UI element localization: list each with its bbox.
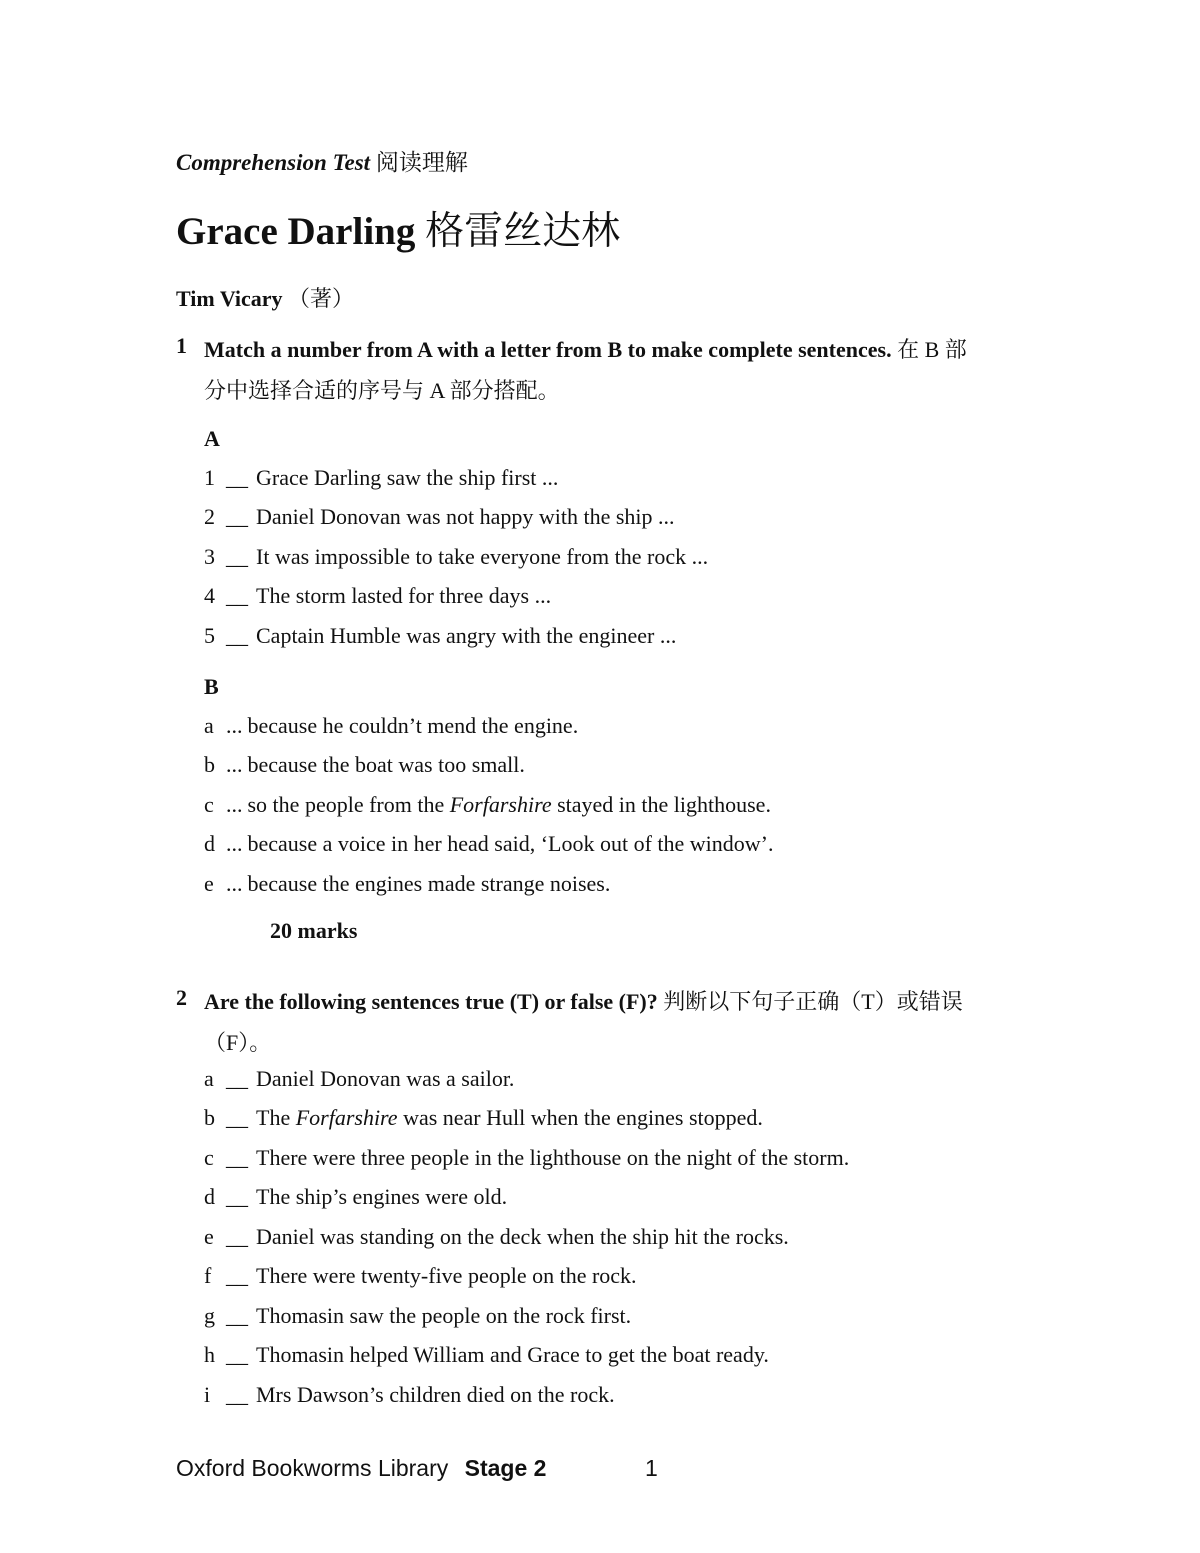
answer-blank[interactable]: __ [226,1303,248,1328]
title-chinese: 格雷丝达林 [425,210,621,253]
true-false-item [204,1263,637,1289]
question-2-instruction-en: Are the following sentences true (T) or false (F)? [204,989,658,1014]
item-label: e [204,871,214,896]
true-false-item [204,1224,789,1250]
item-text-before: The [256,1105,291,1130]
answer-blank[interactable]: __ [226,623,248,648]
item-label: 5 [204,623,215,648]
ship-name: Forfarshire [295,1105,398,1130]
answer-blank[interactable]: __ [226,1263,248,1288]
question-2-instruction [204,985,963,1016]
item-label: a [204,1066,214,1091]
true-false-item [204,1066,514,1092]
true-false-item [204,1342,769,1368]
kicker-chinese: 阅读理解 [375,150,468,175]
part-b-item [204,831,774,857]
item-label: i [204,1382,211,1407]
item-text: because the engines made strange noises. [247,871,611,896]
ship-name: Forfarshire [449,792,552,817]
item-text: because he couldn’t mend the engine. [247,713,579,738]
part-a-item [204,583,551,609]
item-label: d [204,831,215,856]
item-label: h [204,1342,215,1367]
part-a-item [204,504,675,530]
test-kicker [176,144,468,177]
ellipsis-connector: ... [226,752,243,777]
footer-stage: Stage 2 [464,1455,547,1481]
part-b-item [204,752,525,778]
true-false-item [204,1382,615,1408]
page-number: 1 [645,1455,658,1481]
part-a-item [204,623,676,649]
ellipsis-connector: ... [226,792,243,817]
item-text: Grace Darling saw the ship first ... [256,465,559,490]
part-a-label: A [204,426,220,451]
true-false-item [204,1303,631,1329]
ellipsis-connector: ... [226,713,243,738]
question-2-instruction-continued: （F）。 [204,1030,272,1055]
item-text: It was impossible to take everyone from the rock ... [256,544,709,569]
ellipsis-connector: ... [226,871,243,896]
item-label: 2 [204,504,215,529]
answer-blank[interactable]: __ [226,465,248,490]
item-label: c [204,1145,214,1170]
item-label: 3 [204,544,215,569]
item-label: 4 [204,583,215,608]
answer-blank[interactable]: __ [226,1184,248,1209]
item-label: b [204,752,215,777]
author-role: （著） [288,286,355,311]
item-text: Captain Humble was angry with the engineer ... [256,623,677,648]
item-text: Daniel Donovan was not happy with the ship ... [256,504,675,529]
item-text: Thomasin helped William and Grace to get the boat ready. [256,1342,769,1367]
true-false-item [204,1105,763,1131]
question-1-number: 1 [176,333,187,358]
question-1-instruction-continued: 分中选择合适的序号与 A 部分搭配。 [204,378,560,403]
answer-blank[interactable]: __ [226,1066,248,1091]
item-text: Mrs Dawson’s children died on the rock. [256,1382,615,1407]
item-label: g [204,1303,215,1328]
question-2-number: 2 [176,985,187,1010]
answer-blank[interactable]: __ [226,1224,248,1249]
item-text-after: stayed in the lighthouse. [557,792,771,817]
item-text: The ship’s engines were old. [256,1184,508,1209]
question-1-instruction-zh: 在 B 部 [897,337,967,362]
part-b-item [204,871,610,897]
item-text: because a voice in her head said, ‘Look out of the window’. [247,831,774,856]
true-false-item [204,1184,507,1210]
question-2-instruction-zh: 判断以下句子正确（T）或错误 [663,989,963,1014]
item-text: because the boat was too small. [247,752,525,777]
kicker-english: Comprehension Test [176,150,371,175]
true-false-item [204,1145,849,1171]
item-text-before: so the people from the [247,792,445,817]
item-label: a [204,713,214,738]
answer-blank[interactable]: __ [226,583,248,608]
item-label: 1 [204,465,215,490]
answer-blank[interactable]: __ [226,1382,248,1407]
part-a-item [204,465,558,491]
item-label: b [204,1105,215,1130]
answer-blank[interactable]: __ [226,544,248,569]
question-1-instruction [204,333,967,364]
page-title [176,200,620,256]
question-1-marks: 20 marks [270,918,358,943]
answer-blank[interactable]: __ [226,1105,248,1130]
part-b-label: B [204,674,219,699]
answer-blank[interactable]: __ [226,1145,248,1170]
item-text: There were twenty-five people on the rock. [256,1263,637,1288]
question-1-instruction-en: Match a number from A with a letter from B to make complete sentences. [204,337,892,362]
answer-blank[interactable]: __ [226,1342,248,1367]
item-label: d [204,1184,215,1209]
part-b-item [204,713,578,739]
item-label: c [204,792,214,817]
item-text: Daniel was standing on the deck when the ship hit the rocks. [256,1224,789,1249]
author-name: Tim Vicary [176,286,283,311]
item-label: f [204,1263,212,1288]
ellipsis-connector: ... [226,831,243,856]
title-english: Grace Darling [176,210,416,253]
item-text-after: was near Hull when the engines stopped. [403,1105,763,1130]
page-footer [176,1455,546,1482]
item-text: Thomasin saw the people on the rock first. [256,1303,632,1328]
author-line [176,282,354,313]
answer-blank[interactable]: __ [226,504,248,529]
item-text: There were three people in the lighthouse on the night of the storm. [256,1145,850,1170]
footer-library-name: Oxford Bookworms Library [176,1455,449,1481]
part-b-item [204,792,771,818]
item-label: e [204,1224,214,1249]
item-text: Daniel Donovan was a sailor. [256,1066,515,1091]
part-a-item [204,544,708,570]
item-text: The storm lasted for three days ... [256,583,552,608]
